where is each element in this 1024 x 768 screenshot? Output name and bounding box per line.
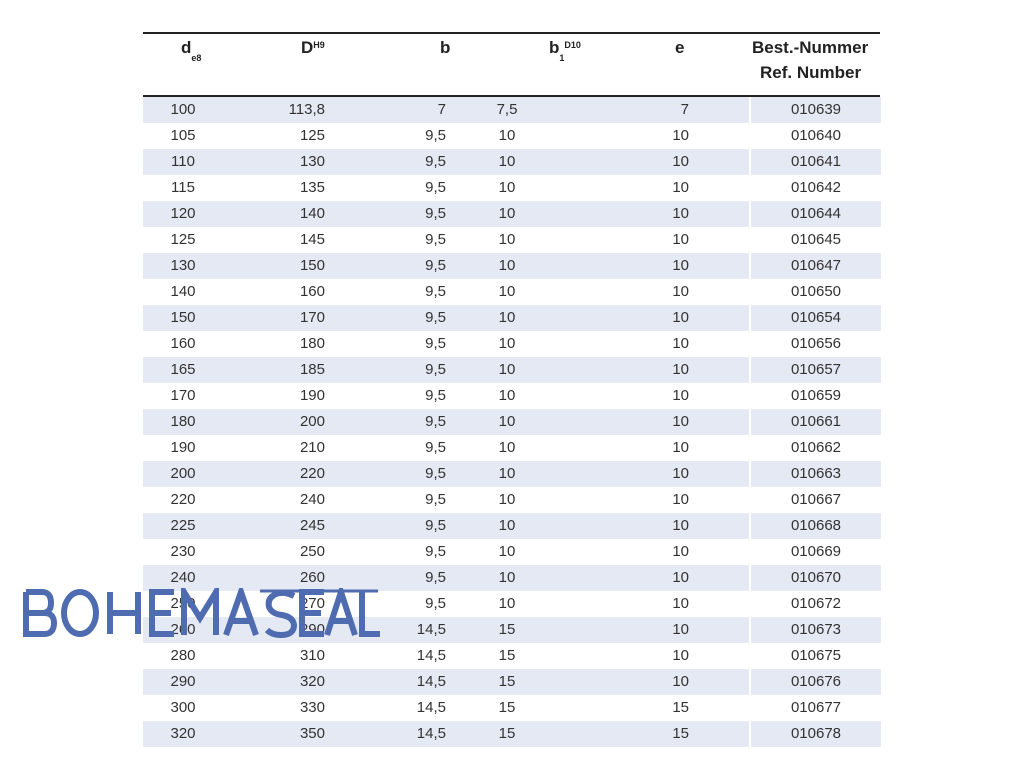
cell-b: 7 — [325, 97, 446, 123]
cell-e: 10 — [672, 543, 689, 560]
table-row — [143, 383, 881, 409]
table-row — [143, 721, 881, 747]
cell-ref-number: 010640 — [750, 123, 881, 149]
cell-b: 9,5 — [325, 513, 446, 539]
cell-d: 250 — [170, 595, 196, 612]
table-row — [143, 513, 881, 539]
cell-D: 210 — [299, 439, 325, 456]
logo-letter-e1 — [152, 592, 174, 634]
cell-D: 185 — [223, 357, 325, 383]
cell-e: 10 — [672, 647, 689, 664]
cell-ref-number: 010641 — [750, 149, 881, 175]
cell-e: 10 — [672, 387, 689, 404]
header-D: $D^{H9}$ — [301, 38, 325, 57]
cell-ref-number: 010659 — [750, 383, 881, 409]
logo-letter-m — [184, 592, 216, 635]
cell-b: 14,5 — [416, 647, 446, 664]
cell-e: 10 — [568, 461, 750, 487]
cell-b: 9,5 — [425, 543, 446, 560]
cell-b1: 15 — [446, 669, 568, 695]
cell-D: 260 — [223, 565, 325, 591]
cell-d: 100 — [143, 97, 223, 123]
cell-b: 9,5 — [425, 439, 446, 456]
cell-d: 140 — [170, 283, 196, 300]
cell-ref-number: 010675 — [750, 643, 881, 669]
cell-D: 180 — [299, 335, 325, 352]
header-d: $d_{e8}$ — [181, 38, 202, 63]
cell-d: 160 — [170, 335, 196, 352]
logo-letter-h — [110, 592, 138, 634]
cell-d: 200 — [143, 461, 223, 487]
cell-e: 10 — [672, 439, 689, 456]
table-row — [143, 695, 881, 721]
cell-e: 10 — [568, 617, 750, 643]
cell-b: 9,5 — [425, 231, 446, 248]
cell-ref-number: 010645 — [750, 227, 881, 253]
cell-d: 190 — [170, 439, 196, 456]
cell-ref-number: 010661 — [750, 409, 881, 435]
cell-ref-number: 010672 — [750, 591, 881, 617]
cell-ref-number: 010656 — [750, 331, 881, 357]
cell-b: 14,5 — [325, 721, 446, 747]
table-row — [143, 357, 881, 383]
cell-b1: 10 — [498, 387, 516, 404]
header-b1: $b_1^{D10}$ — [549, 38, 581, 63]
cell-b1: 10 — [498, 283, 516, 300]
table-row — [143, 149, 881, 175]
cell-d: 105 — [170, 127, 196, 144]
cell-b: 9,5 — [425, 283, 446, 300]
cell-e: 15 — [672, 699, 689, 716]
cell-d: 220 — [170, 491, 196, 508]
cell-b1: 15 — [446, 617, 568, 643]
cell-D: 220 — [223, 461, 325, 487]
cell-e: 10 — [672, 595, 689, 612]
table-row — [143, 123, 881, 149]
cell-d: 180 — [143, 409, 223, 435]
table-header — [143, 34, 880, 95]
cell-d: 125 — [170, 231, 196, 248]
cell-e: 10 — [568, 513, 750, 539]
table-row — [143, 669, 881, 695]
cell-e: 10 — [672, 179, 689, 196]
cell-b: 14,5 — [416, 699, 446, 716]
cell-d: 115 — [171, 179, 195, 196]
logo-letter-o — [64, 592, 96, 634]
cell-d: 130 — [143, 253, 223, 279]
table-row — [143, 201, 881, 227]
cell-b: 9,5 — [425, 491, 446, 508]
logo-letter-b — [26, 592, 54, 634]
logo-letter-e2 — [302, 592, 324, 634]
cell-e: 10 — [568, 305, 750, 331]
cell-b1: 10 — [446, 513, 568, 539]
cell-ref-number: 010639 — [750, 97, 881, 123]
cell-ref-number: 010644 — [750, 201, 881, 227]
dimension-table — [143, 97, 881, 747]
cell-D: 350 — [223, 721, 325, 747]
cell-D: 250 — [299, 543, 325, 560]
cell-b: 14,5 — [325, 617, 446, 643]
cell-b1: 10 — [446, 305, 568, 331]
table-row — [143, 331, 881, 357]
cell-ref-number: 010662 — [750, 435, 881, 461]
header-e: e — [675, 38, 685, 57]
table-row — [143, 487, 881, 513]
cell-b1: 15 — [446, 721, 568, 747]
cell-ref-number: 010657 — [750, 357, 881, 383]
cell-ref-number: 010669 — [750, 539, 881, 565]
cell-e: 7 — [568, 97, 750, 123]
cell-b1: 10 — [446, 201, 568, 227]
cell-b: 9,5 — [325, 461, 446, 487]
cell-d: 280 — [170, 647, 196, 664]
cell-b1: 15 — [498, 647, 516, 664]
cell-d: 230 — [170, 543, 196, 560]
header-ref-number: Best.-Nummer — [752, 38, 869, 57]
logo-letter-l — [362, 592, 380, 634]
cell-e: 10 — [568, 669, 750, 695]
cell-b1: 10 — [498, 543, 516, 560]
cell-ref-number: 010654 — [750, 305, 881, 331]
cell-b: 9,5 — [325, 201, 446, 227]
cell-b: 9,5 — [325, 253, 446, 279]
table-row — [143, 539, 881, 565]
cell-D: 245 — [223, 513, 325, 539]
cell-b1: 10 — [446, 149, 568, 175]
cell-ref-number: 010650 — [750, 279, 881, 305]
cell-e: 10 — [672, 283, 689, 300]
cell-e: 10 — [672, 491, 689, 508]
cell-ref-number: 010678 — [750, 721, 881, 747]
cell-d: 260 — [143, 617, 223, 643]
header-ref-number-en: Ref. Number — [760, 63, 862, 82]
cell-D: 320 — [223, 669, 325, 695]
logo-letter-a1 — [226, 592, 256, 635]
cell-d: 300 — [170, 699, 196, 716]
cell-d: 225 — [143, 513, 223, 539]
cell-ref-number: 010642 — [750, 175, 881, 201]
cell-e: 10 — [568, 409, 750, 435]
cell-d: 120 — [143, 201, 223, 227]
cell-d: 240 — [143, 565, 223, 591]
cell-b1: 10 — [446, 409, 568, 435]
cell-ref-number: 010668 — [750, 513, 881, 539]
table-row — [143, 227, 881, 253]
logo-letter-s — [267, 593, 294, 635]
cell-b: 9,5 — [425, 595, 446, 612]
cell-e: 10 — [568, 201, 750, 227]
cell-ref-number: 010677 — [750, 695, 881, 721]
cell-D: 290 — [223, 617, 325, 643]
cell-D: 200 — [223, 409, 325, 435]
cell-b: 14,5 — [325, 669, 446, 695]
header-b: b — [440, 38, 451, 57]
cell-b: 9,5 — [325, 409, 446, 435]
cell-d: 290 — [143, 669, 223, 695]
cell-d: 150 — [143, 305, 223, 331]
cell-b: 9,5 — [325, 149, 446, 175]
cell-b1: 10 — [498, 491, 516, 508]
cell-b1: 10 — [446, 253, 568, 279]
cell-D: 330 — [299, 699, 325, 716]
cell-ref-number: 010667 — [750, 487, 881, 513]
cell-b1: 10 — [498, 335, 516, 352]
table-row — [143, 435, 881, 461]
cell-ref-number: 010676 — [750, 669, 881, 695]
cell-d: 170 — [170, 387, 196, 404]
cell-e: 10 — [568, 565, 750, 591]
cell-d: 165 — [143, 357, 223, 383]
table-row — [143, 305, 881, 331]
cell-D: 160 — [299, 283, 325, 300]
cell-D: 135 — [299, 179, 325, 196]
cell-b1: 10 — [498, 595, 516, 612]
cell-D: 125 — [299, 127, 325, 144]
cell-D: 190 — [299, 387, 325, 404]
cell-b: 9,5 — [425, 335, 446, 352]
cell-b: 9,5 — [325, 305, 446, 331]
cell-b: 9,5 — [325, 565, 446, 591]
cell-d: 320 — [143, 721, 223, 747]
table-row — [143, 175, 881, 201]
cell-e: 15 — [568, 721, 750, 747]
cell-e: 10 — [568, 149, 750, 175]
cell-D: 150 — [223, 253, 325, 279]
table-row — [143, 253, 881, 279]
cell-b: 9,5 — [425, 387, 446, 404]
table-row — [143, 97, 881, 123]
cell-ref-number: 010670 — [750, 565, 881, 591]
cell-e: 10 — [568, 253, 750, 279]
cell-D: 270 — [299, 595, 325, 612]
cell-e: 10 — [672, 231, 689, 248]
cell-b: 9,5 — [325, 357, 446, 383]
cell-b1: 10 — [446, 565, 568, 591]
cell-d: 110 — [143, 149, 223, 175]
cell-D: 170 — [223, 305, 325, 331]
logo-letter-a2 — [327, 592, 355, 635]
cell-b1: 7,5 — [446, 97, 568, 123]
cell-D: 130 — [223, 149, 325, 175]
cell-D: 310 — [299, 647, 325, 664]
cell-D: 145 — [299, 231, 325, 248]
cell-b1: 10 — [446, 461, 568, 487]
cell-b: 9,5 — [425, 179, 446, 196]
cell-b1: 10 — [498, 179, 516, 196]
table-row — [143, 409, 881, 435]
cell-e: 10 — [672, 127, 689, 144]
cell-b1: 15 — [498, 699, 516, 716]
bohema-seal-logo — [22, 588, 382, 642]
table-row — [143, 643, 881, 669]
cell-b1: 10 — [446, 357, 568, 383]
cell-D: 140 — [223, 201, 325, 227]
cell-e: 10 — [672, 335, 689, 352]
cell-ref-number: 010673 — [750, 617, 881, 643]
cell-D: 113,8 — [223, 97, 325, 123]
cell-b1: 10 — [498, 439, 516, 456]
cell-ref-number: 010647 — [750, 253, 881, 279]
cell-b1: 10 — [498, 231, 516, 248]
cell-b1: 10 — [498, 127, 516, 144]
cell-ref-number: 010663 — [750, 461, 881, 487]
cell-e: 10 — [568, 357, 750, 383]
cell-b: 9,5 — [425, 127, 446, 144]
table-row — [143, 461, 881, 487]
table-row — [143, 279, 881, 305]
cell-D: 240 — [299, 491, 325, 508]
